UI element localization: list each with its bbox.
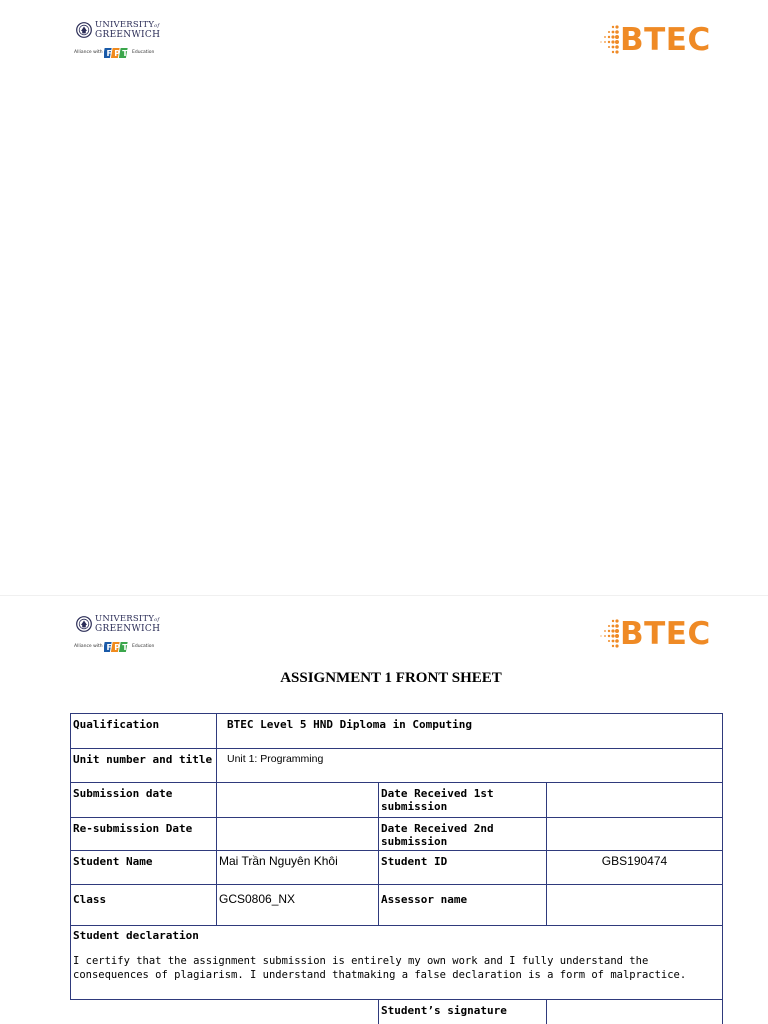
- unit-label: Unit number and title: [71, 749, 217, 783]
- student-name-value: Mai Trần Nguyên Khôi: [217, 851, 379, 885]
- signature-spacer: [71, 1000, 379, 1024]
- greenwich-crest-icon: [76, 22, 92, 38]
- unit-value: Unit 1: Programming: [217, 749, 723, 783]
- btec-logo: [598, 614, 720, 654]
- signature-label: Student’s signature: [379, 1000, 547, 1024]
- qualification-value: BTEC Level 5 HND Diploma in Computing: [217, 714, 723, 749]
- fpt-logo-icon: [104, 46, 130, 60]
- resubmission-date-value[interactable]: [217, 818, 379, 851]
- svg-text:T: T: [122, 49, 128, 58]
- table-row: [71, 783, 723, 818]
- date-received-1-value[interactable]: [547, 783, 723, 818]
- svg-text:P: P: [114, 49, 121, 58]
- btec-wordmark: BTEC: [620, 616, 711, 652]
- student-declaration: [71, 926, 723, 1000]
- submission-date-value[interactable]: [217, 783, 379, 818]
- declaration-title: Student declaration: [73, 929, 199, 942]
- declaration-text: I certify that the assignment submission is entirely my own work and I fully understand the consequences of plagiarism. I understand thatmaking a false declaration is a form of malpractice.: [73, 955, 687, 981]
- student-id-value: GBS190474: [547, 851, 723, 885]
- table-row: [71, 749, 723, 783]
- alliance-fpt: Alliance with F P T Education: [74, 640, 164, 654]
- svg-text:P: P: [114, 643, 121, 652]
- svg-text:F: F: [106, 643, 112, 652]
- btec-logo: [598, 20, 720, 60]
- greenwich-logo: [74, 614, 164, 658]
- date-received-2-value[interactable]: [547, 818, 723, 851]
- class-label: Class: [71, 885, 217, 926]
- assessor-value[interactable]: [547, 885, 723, 926]
- table-row: [71, 714, 723, 749]
- greenwich-crest-icon: [76, 616, 92, 632]
- btec-dots-icon: [598, 618, 620, 650]
- resubmission-date-label: Re-submission Date: [71, 818, 217, 851]
- class-value: GCS0806_NX: [217, 885, 379, 926]
- greenwich-wordmark: UNIVERSITYof GREENWICH: [95, 20, 161, 40]
- alliance-fpt: Alliance with F P T Education: [74, 46, 164, 60]
- assessor-label: Assessor name: [379, 885, 547, 926]
- student-id-label: Student ID: [379, 851, 547, 885]
- qualification-label: Qualification: [71, 714, 217, 749]
- submission-date-label: Submission date: [71, 783, 217, 818]
- page-title: ASSIGNMENT 1 FRONT SHEET: [280, 670, 502, 686]
- signature-field[interactable]: [547, 1000, 723, 1024]
- student-name-label: Student Name: [71, 851, 217, 885]
- svg-text:T: T: [122, 643, 128, 652]
- front-sheet-table: [70, 713, 723, 1024]
- svg-text:F: F: [106, 49, 112, 58]
- greenwich-logo: [74, 20, 164, 64]
- fpt-logo-icon: [104, 640, 130, 654]
- date-received-1-label: Date Received 1st submission: [379, 783, 547, 818]
- table-row: [71, 1000, 723, 1024]
- table-row: [71, 885, 723, 926]
- date-received-2-label: Date Received 2nd submission: [379, 818, 547, 851]
- table-row: [71, 818, 723, 851]
- table-row: [71, 851, 723, 885]
- btec-dots-icon: [598, 24, 620, 56]
- table-row: [71, 926, 723, 1000]
- greenwich-wordmark: UNIVERSITYof GREENWICH: [95, 614, 161, 634]
- btec-wordmark: BTEC: [620, 22, 711, 58]
